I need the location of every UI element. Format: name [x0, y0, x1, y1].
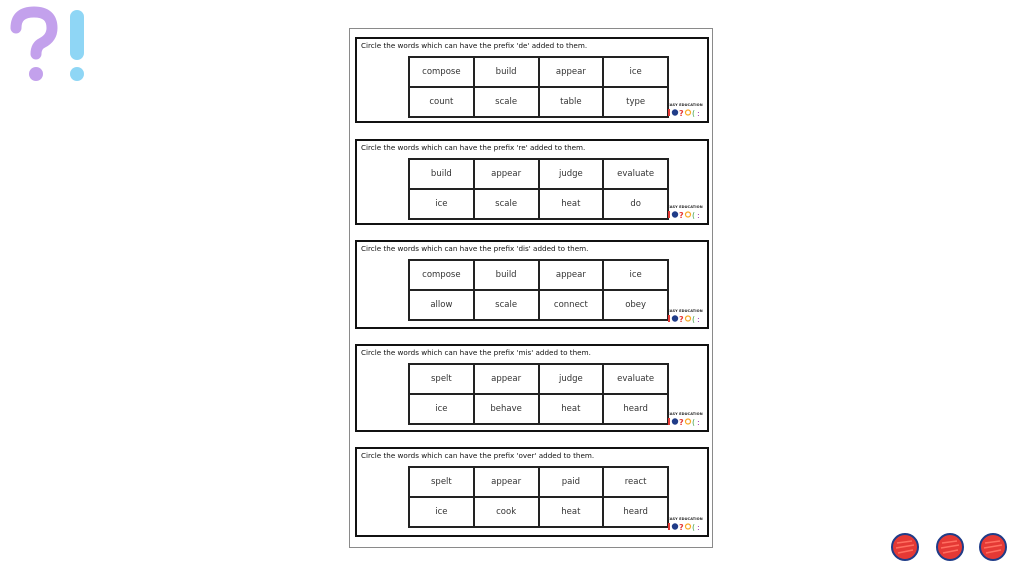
- task-prefix-mis: [355, 344, 709, 432]
- easy-education-logo: EASY EDUCATION ? ( :: [667, 517, 703, 531]
- svg-text:(: (: [692, 418, 696, 426]
- easy-education-logo: EASY EDUCATION ? ( :: [667, 205, 703, 219]
- logo-marks-icon: [667, 522, 703, 531]
- svg-text::: :: [697, 418, 700, 426]
- word-cell[interactable]: appear: [539, 260, 604, 290]
- task-prefix-de: [355, 37, 709, 123]
- svg-text:(: (: [692, 109, 696, 117]
- svg-text::: :: [697, 523, 700, 531]
- svg-text:?: ?: [679, 418, 684, 426]
- word-grid: [408, 259, 669, 321]
- word-cell[interactable]: ice: [409, 497, 474, 527]
- word-cell[interactable]: behave: [474, 394, 539, 424]
- task-instruction: Circle the words which can have the prefix 'over' added to them.: [361, 451, 595, 460]
- red-dot-icon[interactable]: [890, 532, 920, 562]
- word-cell[interactable]: ice: [603, 260, 668, 290]
- word-grid: [408, 363, 669, 425]
- logo-marks-icon: [667, 108, 703, 117]
- task-prefix-dis: [355, 240, 709, 329]
- word-cell[interactable]: cook: [474, 497, 539, 527]
- svg-text:(: (: [692, 315, 696, 323]
- word-cell[interactable]: allow: [409, 290, 474, 320]
- red-dot-icon[interactable]: [935, 532, 965, 562]
- word-cell[interactable]: spelt: [409, 467, 474, 497]
- word-cell[interactable]: scale: [474, 290, 539, 320]
- word-grid: [408, 56, 669, 118]
- word-cell[interactable]: appear: [474, 467, 539, 497]
- svg-text:?: ?: [679, 211, 684, 219]
- word-cell[interactable]: judge: [539, 159, 604, 189]
- word-cell[interactable]: table: [539, 87, 604, 117]
- task-instruction: Circle the words which can have the prefix 'de' added to them.: [361, 41, 588, 50]
- worksheet-page: [349, 28, 713, 548]
- word-cell[interactable]: compose: [409, 260, 474, 290]
- word-cell[interactable]: heard: [603, 394, 668, 424]
- word-cell[interactable]: appear: [474, 159, 539, 189]
- word-cell[interactable]: evaluate: [603, 159, 668, 189]
- logo-marks-icon: [667, 314, 703, 323]
- task-prefix-re: [355, 139, 709, 225]
- task-instruction: Circle the words which can have the prefix 'mis' added to them.: [361, 348, 591, 357]
- word-cell[interactable]: judge: [539, 364, 604, 394]
- easy-education-logo: EASY EDUCATION ? ( :: [667, 309, 703, 323]
- task-instruction: Circle the words which can have the prefix 're' added to them.: [361, 143, 586, 152]
- word-cell[interactable]: count: [409, 87, 474, 117]
- svg-text:?: ?: [679, 523, 684, 531]
- word-cell[interactable]: do: [603, 189, 668, 219]
- task-instruction: Circle the words which can have the prefix 'dis' added to them.: [361, 244, 589, 253]
- word-cell[interactable]: build: [474, 57, 539, 87]
- word-cell[interactable]: scale: [474, 87, 539, 117]
- word-cell[interactable]: compose: [409, 57, 474, 87]
- word-cell[interactable]: heat: [539, 189, 604, 219]
- question-exclamation-icon: [10, 6, 94, 86]
- svg-text:(: (: [692, 523, 696, 531]
- word-cell[interactable]: build: [409, 159, 474, 189]
- svg-text::: :: [697, 315, 700, 323]
- word-cell[interactable]: react: [603, 467, 668, 497]
- svg-text:?: ?: [679, 315, 684, 323]
- word-cell[interactable]: heard: [603, 497, 668, 527]
- word-cell[interactable]: scale: [474, 189, 539, 219]
- word-cell[interactable]: ice: [409, 189, 474, 219]
- svg-text::: :: [697, 109, 700, 117]
- word-cell[interactable]: appear: [539, 57, 604, 87]
- logo-marks-icon: [667, 417, 703, 426]
- svg-text:?: ?: [679, 109, 684, 117]
- svg-text::: :: [697, 211, 700, 219]
- word-cell[interactable]: connect: [539, 290, 604, 320]
- word-cell[interactable]: paid: [539, 467, 604, 497]
- red-dot-icon[interactable]: [978, 532, 1008, 562]
- word-cell[interactable]: obey: [603, 290, 668, 320]
- word-cell[interactable]: heat: [539, 497, 604, 527]
- svg-text:(: (: [692, 211, 696, 219]
- word-cell[interactable]: evaluate: [603, 364, 668, 394]
- word-cell[interactable]: appear: [474, 364, 539, 394]
- word-cell[interactable]: ice: [409, 394, 474, 424]
- task-prefix-over: [355, 447, 709, 537]
- word-cell[interactable]: spelt: [409, 364, 474, 394]
- word-cell[interactable]: heat: [539, 394, 604, 424]
- logo-marks-icon: [667, 210, 703, 219]
- word-grid: [408, 466, 669, 528]
- slide-nav: [890, 532, 1014, 562]
- word-grid: [408, 158, 669, 220]
- word-cell[interactable]: ice: [603, 57, 668, 87]
- easy-education-logo: EASY EDUCATION ? ( :: [667, 103, 703, 117]
- word-cell[interactable]: type: [603, 87, 668, 117]
- word-cell[interactable]: build: [474, 260, 539, 290]
- easy-education-logo: EASY EDUCATION ? ( :: [667, 412, 703, 426]
